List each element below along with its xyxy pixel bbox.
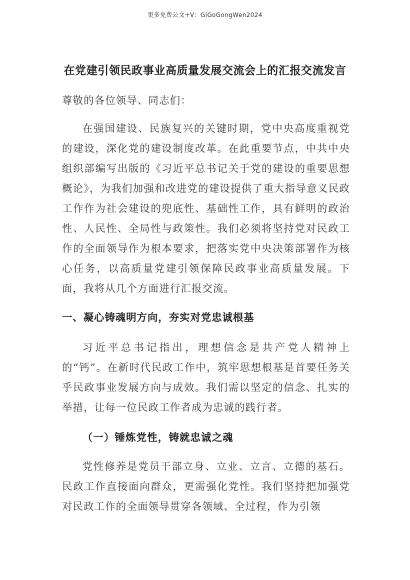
document-title: 在党建引领民政事业高质量发展交流会上的汇报交流发言 — [63, 64, 347, 77]
subsection-heading-1: （一）锤炼党性，铸就忠诚之魂 — [82, 432, 234, 444]
salutation: 尊敬的各位领导、同志们： — [62, 96, 192, 107]
paragraph-subsection-1: 党性修养是党员干部立身、立业、立言、立德的基石。民政工作直接面向群众，更需强化党性。我们坚持把加强党对民政工作的全面领导贯穿各领域、全过程，作为引领 — [62, 462, 350, 513]
paragraph-section-1: 习近平总书记指出，理想信念是共产党人精神上的“钙”。在新时代民政工作中，筑牢思想根基是首要任务关乎民政事业发展方向与成效。我们需以坚定的信念、扎实的举措，让每一位民政工作者成为忠诚的践行者。 — [62, 343, 350, 414]
section-heading-1: 一、凝心铸魂明方向，夯实对党忠诚根基 — [62, 313, 255, 324]
header-note: 更多免费公文+V：GiGoGongWen2024 — [147, 12, 263, 19]
paragraph-intro: 在强国建设、民族复兴的关键时期，党中央高度重视党的建设，深化党的建设制度改革。在此重要节点，中共中央组织部编写出版的《习近平总书记关于党的建设的重要思想概论》，为我们加强和改进党的建设提供了重大指导意义民政工作作为社会建设的兜底性、基础性工作，具有鲜明的政治性、人民性、全局性与政策性。我们必须将坚持党对民政工作的全面领导作为根本要求，把落实党中央决策部署作为核心任务，以高质量党建引领保障民政事业高质量发展。下面，我将从几个方面进行汇报交流。 — [62, 124, 350, 295]
document-body — [62, 92, 350, 527]
